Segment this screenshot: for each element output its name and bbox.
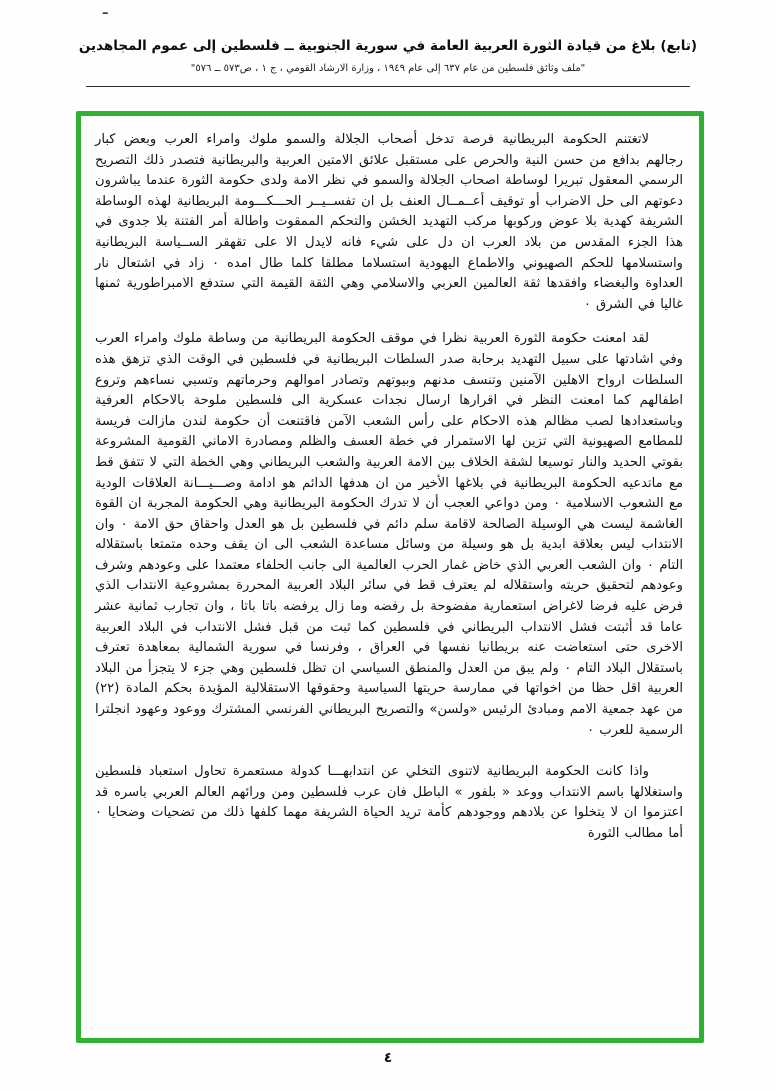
scan-artifact-mark: – bbox=[102, 6, 109, 21]
header-divider bbox=[86, 86, 690, 87]
document-header bbox=[30, 38, 746, 74]
document-title: (تابع) بلاغ من قيادة الثورة العربية العامة في سورية الجنوبية ــ فلسطين إلى عموم المجاهدين bbox=[78, 38, 698, 54]
body-paragraph: لاتغتنم الحكومة البريطانية فرصة تدخل أصحاب الجلالة والسمو ملوك وامراء العرب وبعض كبار رجالهم بدافع من حسن النية والحرص على مستقبل علائق الامتين العربية والبريطانية فتصدر ذلك التصريح الرسمي المعقول تبريرا لوساطة اصحاب الجلالة والسمو في نظر الامة ولدى حكومة الثورة عندما يباشرون دعوتهم الى حل الاضراب أو توقيف أعــمــال العنف بل ان تفســيــر الحـــكـــومة البريطانية لهذه الوساطة الشريفة كهدية بلا عوض وركوبها مركب التهديد الخشن والتحكم الممقوت واطالة أمر الفتنة بلا جدوى في هذا الجزء المقدس من بلاد العرب ان دل على شيء فانه لايدل الا على تقهقر الســياسة البريطانية واستسلامها للحكم الصهيوني والاطماع اليهودية استسلاما مطلقا كلما طال امده ٠ زاد في اشتعال نار العداوة والبغضاء وافقدها ثقة العالمين العربي والاسلامي وهي الثقة القيمة التي ستدفع الامبراطورية ثمنها غاليا في الشرق ٠ bbox=[95, 132, 683, 312]
highlight-annotation-box bbox=[76, 111, 704, 1043]
document-source-citation: "ملف وثائق فلسطين من عام ٦٣٧ إلى عام ١٩٤٩ ، وزارة الارشاد القومي ، ج ١ ، ص٥٧٣ ــ ٥٧٦" bbox=[190, 63, 586, 74]
page-number: ٤ bbox=[383, 1050, 393, 1066]
body-paragraph: لقد امعنت حكومة الثورة العربية نظرا في موقف الحكومة البريطانية من وساطة ملوك وامراء العرب وفي اشادتها على سبيل التهديد برحابة صدر السلطات البريطانية في فلسطين في الوقت الذي تزهق هذه السلطات ارواح الاهلين الآمنين وتنسف مدنهم وبيوتهم وتصادر اموالهم وحرماتهم وتسبي نساءهم وتروع اطفالهم كما امعنت النظر في اقرارها ارسال نجدات عسكرية الى فلسطين ملوحة بالاحكام العرفية وباستعدادها لصب مظالم هذه الاحكام على رأس الشعب الآمن فاقتنعت أن حكومة لندن مازالت فريسة للمطامع الصهيونية التي تزين لها الاستمرار في خطة العسف والظلم ومصادرة الاماني القومية المشروعة بقوتي الحديد والنار توسيعا لشقة الخلاف بين الامة العربية والشعب البريطاني وهي الخطة التي لا تتفق قط مع ماتدعيه الحكومة البريطانية في بلاغها الأخير من ان هدفها الدائم هو ادامة وصـــيـــانة العلاقات الودية مع الشعوب الاسلامية ٠ ومن دواعي العجب أن لا تدرك الحكومة البريطانية وهي الحكومة المجربة ان القوة الغاشمة ليست هي الوسيلة الصالحة لاقامة سلم دائم في فلسطين بل هو العدل واحقاق حق الامة ٠ وان الانتداب ليس بعلاقة ابدية بل هو وسيلة من وسائل مساعدة الشعب الى ان يقف وحده متمتعا باستقلاله التام ٠ وان الشعب العربي الذي خاض غمار الحرب العالمية الى جانب الحلفاء معتمدا على وعودهم وشرف وعودهم لتحقيق حريته واستقلاله لم يعترف قط في سائر البلاد العربية المحررة بمشروعية الانتداب الذي فرض عليه فرضا لاغراض استعمارية مفضوحة بل رفضه وما زال يرفضه باتا باتا ، وان تجارب ثمانية عشر عاما قد أثبتت فشل الانتداب البريطاني في فلسطين كما ثبت من قبل فشل الانتداب في البلاد العربية الاخرى حتى استعاضت عنه بريطانيا نفسها في العراق ، وفرنسا في سورية الشمالية بمعاهدة تعترف باستقلال البلاد التام ٠ ولم يبق من العدل والمنطق السياسي ان تظل فلسطين وهي جزء لا يتجزأ من البلاد العربية اقل حظا من اخواتها في ممارسة حريتها السياسية وحقوقها الاستقلالية المؤيدة بحكم المادة (٢٢) من عهد جمعية الامم ومبادئ الرئيس «ولسن» والتصريح البريطاني الفرنسي المشترك ووعود وعهود انجلترا الرسمية للعرب ٠ bbox=[95, 331, 684, 738]
body-paragraph: واذا كانت الحكومة البريطانية لاتنوى التخلي عن انتدابهـــا كدولة مستعمرة تحاول استعباد فلسطين واستغلالها باسم الانتداب ووعد « بلفور » الباطل فان عرب فلسطين ومن ورائهم العالم العربي باسره قد اعتزموا ان لا يتخلوا عن بلادهم ووجودهم كأمة تريد الحياة الشريفة مهما كلفها ذلك من تضحيات وضحايا ٠ أما مطالب الثورة bbox=[95, 764, 683, 841]
